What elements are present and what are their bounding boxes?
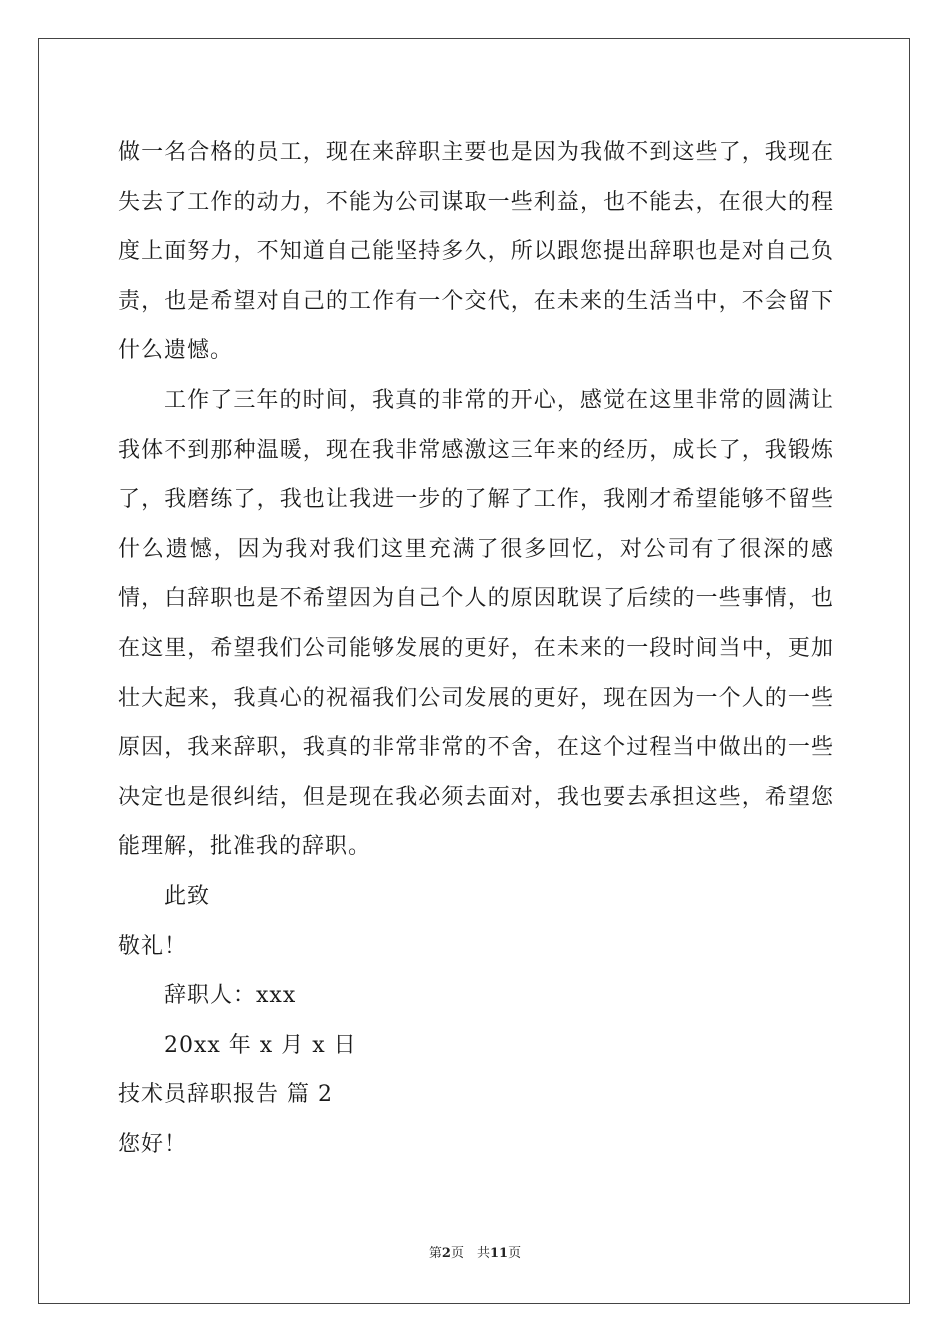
section-title: 技术员辞职报告 篇 2 (118, 1082, 333, 1108)
footer-page-mid: 页 共 (450, 1246, 490, 1261)
signature-line: 辞职人：xxx (164, 983, 297, 1009)
footer-page-current: 2 (441, 1246, 451, 1261)
footer-page-prefix: 第 (428, 1246, 442, 1261)
date-line: 20xx 年 x 月 x 日 (164, 1032, 357, 1058)
paragraph-continued: 做一名合格的员工，现在来辞职主要也是因为我做不到这些了，我现在失去了工作的动力，不能为公司谋取一些利益，也不能去，在很大的程度上面努力，不知道自己能坚持多久，所以跟您提出辞职也是对自己负责，也是希望对自己的工作有一个交代，在未来的生活当中，不会留下什么遗憾。 (118, 140, 834, 364)
footer-page-suffix: 页 (508, 1246, 522, 1261)
closing-line: 此致 (164, 883, 211, 909)
footer-page-total: 11 (489, 1246, 509, 1261)
page-footer (0, 1244, 950, 1264)
salute-line: 敬礼！ (118, 933, 188, 959)
document-body (118, 128, 834, 1169)
greeting-line: 您好！ (118, 1131, 188, 1157)
paragraph-main: 工作了三年的时间，我真的非常的开心，感觉在这里非常的圆满让我体不到那种温暖，现在我非常感激这三年来的经历，成长了，我锻炼了，我磨练了，我也让我进一步的了解了工作，我刚才希望能够不留些什么遗憾，因为我对我们这里充满了很多回忆，对公司有了很深的感情，白辞职也是不希望因为自己个人的原因耽误了后续的一些事情，也在这里，希望我们公司能够发展的更好，在未来的一段时间当中，更加壮大起来，我真心的祝福我们公司发展的更好，现在因为一个人的一些原因，我来辞职，我真的非常非常的不舍，在这个过程当中做出的一些决定也是很纠结，但是现在我必须去面对，我也要去承担这些，希望您能理解，批准我的辞职。 (118, 387, 834, 860)
